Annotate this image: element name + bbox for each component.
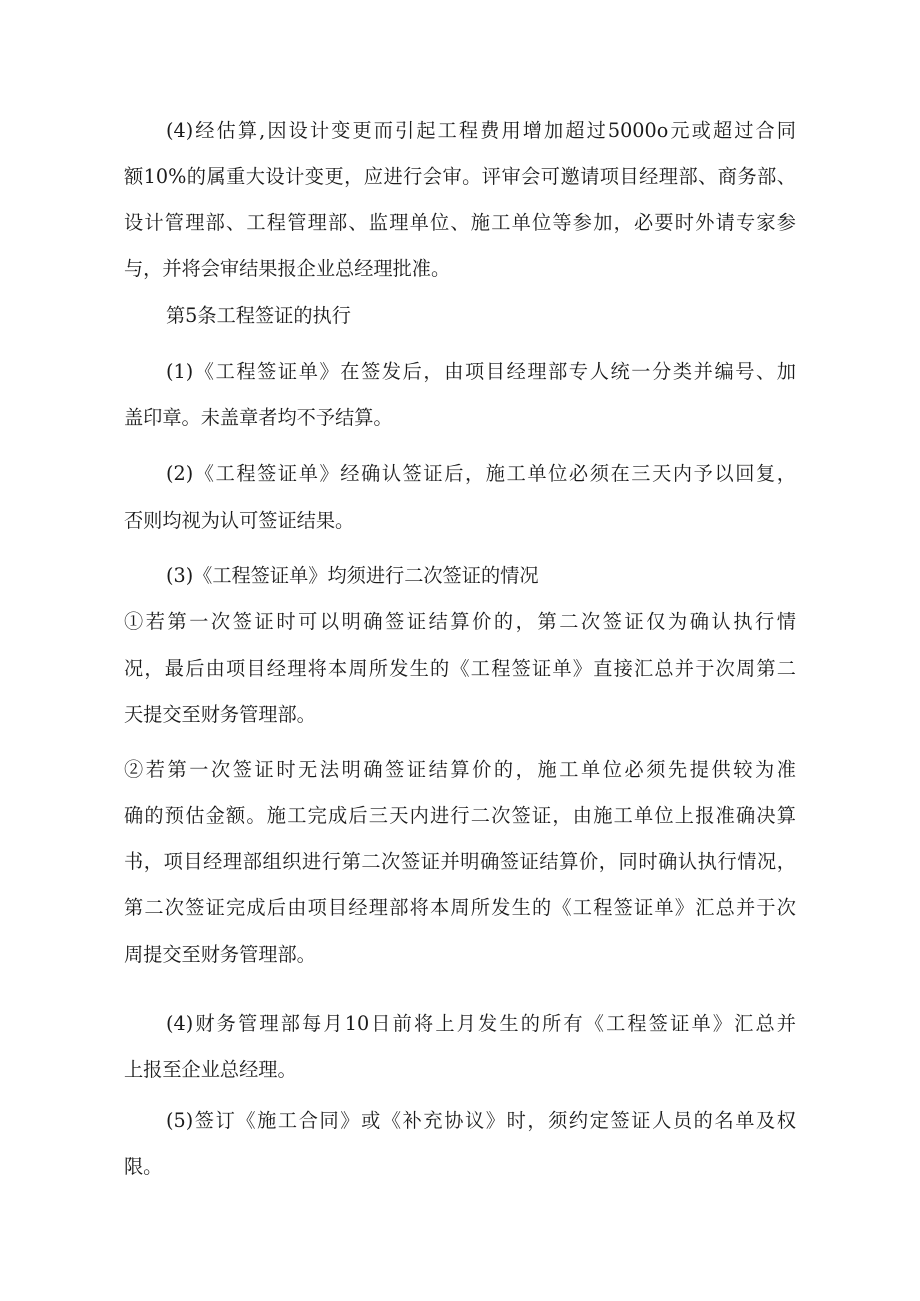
text-line: 设计管理部、工程管理部、监理单位、施工单位等参加，必要时外请专家参 bbox=[124, 211, 796, 234]
text-line: ①若第一次签证时可以明确签证结算价的，第二次签证仅为确认执行情 bbox=[124, 610, 796, 633]
text-line: (4)财务管理部每月10日前将上月发生的所有《工程签证单》汇总并 bbox=[166, 1012, 796, 1035]
text-line: 书，项目经理部组织进行第二次签证并明确签证结算价，同时确认执行情况， bbox=[124, 850, 796, 873]
text-line: 否则均视为认可签证结果。 bbox=[124, 509, 355, 532]
text-line: 况，最后由项目经理将本周所发生的《工程签证单》直接汇总并于次周第二 bbox=[124, 657, 796, 680]
text-line: 与，并将会审结果报企业总经理批准。 bbox=[124, 257, 451, 280]
text-line: (5)签订《施工合同》或《补充协议》时，须约定签证人员的名单及权 bbox=[166, 1109, 796, 1132]
text-line: ②若第一次签证时无法明确签证结算价的，施工单位必须先提供较为准 bbox=[124, 758, 796, 781]
text-line: (1)《工程签证单》在签发后，由项目经理部专人统一分类并编号、加 bbox=[166, 360, 796, 383]
text-line: 盖印章。未盖章者均不予结算。 bbox=[124, 406, 393, 429]
text-line: 天提交至财务管理部。 bbox=[124, 703, 316, 726]
text-line: (2)《工程签证单》经确认签证后，施工单位必须在三天内予以回复， bbox=[166, 462, 796, 485]
text-line: (4)经估算,因设计变更而引起工程费用增加超过5000o元或超过合同 bbox=[166, 119, 796, 142]
section-heading: 第5条工程签证的执行 bbox=[166, 304, 351, 327]
text-line: 额10%的属重大设计变更，应进行会审。评审会可邀请项目经理部、商务部、 bbox=[124, 165, 796, 188]
text-line: 限。 bbox=[124, 1155, 163, 1178]
text-line: 确的预估金额。施工完成后三天内进行二次签证，由施工单位上报准确决算 bbox=[124, 804, 796, 827]
text-line: 上报至企业总经理。 bbox=[124, 1058, 297, 1081]
text-line: 第二次签证完成后由项目经理部将本周所发生的《工程签证单》汇总并于次 bbox=[124, 896, 796, 919]
text-line: 周提交至财务管理部。 bbox=[124, 943, 316, 966]
text-line: (3)《工程签证单》均须进行二次签证的情况 bbox=[166, 564, 539, 587]
